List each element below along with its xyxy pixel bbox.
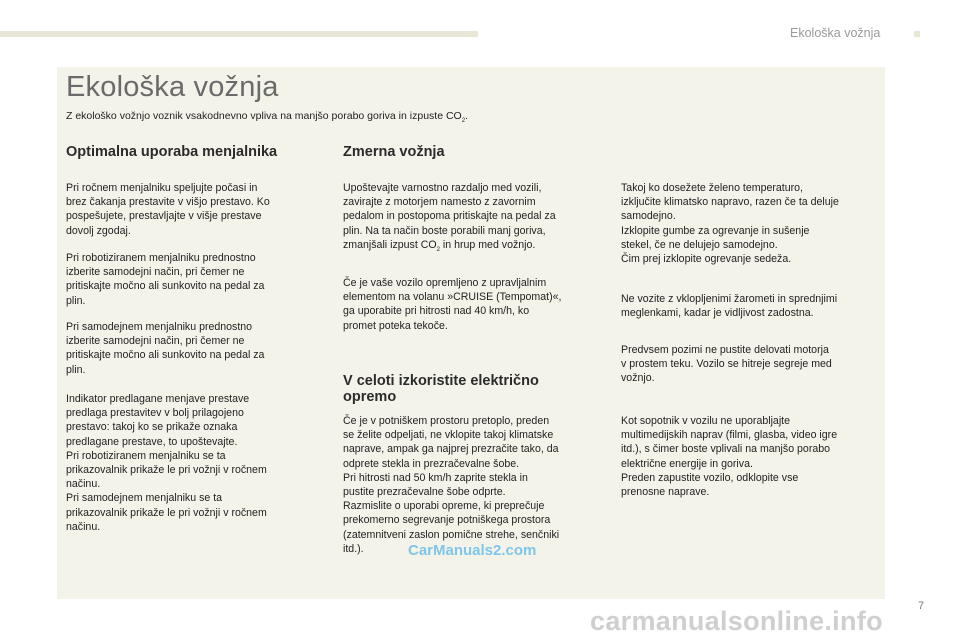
moderate-paragraph-cruise: Če je vaše vozilo opremljeno z upravljalnim elementom na volanu »CRUISE (Tempomat)«, ga uporabite pri hitrosti nad 40 km/h, ko promet poteka tekoče. xyxy=(343,277,562,332)
page-number: 7 xyxy=(918,600,925,612)
header-marker xyxy=(914,31,920,37)
equipment-paragraph: Če je v potniškem prostoru pretoplo, preden se želite odpeljati, ne vklopite takoj klimatske naprave, ampak ga najprej prezračite tako, da odprete stekla in prezračevalne šobe. Pri hitrosti nad 50 km/h zaprite stekla in pustite prezračevalne šobe odprte. Razmislite o uporabi opreme, ki preprečuje prekomerno segrevanje potniškega prostora (zatemnitveni zaslon pomične strehe, senčniki itd.). xyxy=(343,415,560,555)
intro-text: Z ekološko vožnjo voznik vsakodnevno vpliva na manjšo porabo goriva in izpuste $CO_2$. xyxy=(66,110,468,125)
watermark-carmanualsonline[interactable]: carmanualsonline.info xyxy=(590,606,883,636)
gearbox-paragraph-automatic: Pri samodejnem menjalniku prednostno izberite samodejni način, pri čemer ne pritiskajte močno ali sunkovito na pedal za plin. xyxy=(66,321,265,376)
watermark-carmanuals2[interactable]: CarManuals2.com xyxy=(408,542,537,559)
heading-moderate-driving: Zmerna vožnja xyxy=(343,144,445,160)
heading-gearbox: Optimalna uporaba menjalnika xyxy=(66,144,278,160)
gearbox-paragraph-indicator: Indikator predlagane menjave prestave predlaga prestavitev v bolj prilagojeno prestavo: takoj ko se prikaže oznaka predlagane prestave, to upoštevajte. Pri robotiziranem menjalniku se ta prikazovalnik prikaže le pri vožnji v ročnem načinu. Pri samodejnem menjalniku se ta prikazovalnik prikaže le pri vožnji v ročnem načinu. xyxy=(66,393,267,533)
heading-electrical-equipment: V celoti izkoristite električno opremo xyxy=(343,373,539,405)
moderate-paragraph-distance: Upoštevajte varnostno razdaljo med vozili, zavirajte z motorjem namesto z zavornim pedalom in postopoma pritiskajte na pedal za plin. Na ta način boste porabili manj goriva, zmanjšali izpust $CO_2$ in hrup med vožnjo. xyxy=(343,182,556,253)
right-paragraph-multimedia: Kot sopotnik v vozilu ne uporabljajte multimedijskih naprav (filmi, glasba, video igre itd.), s čimer boste vplivali na manjšo porabo električne energije in goriva. Preden zapustite vozilo, odklopite vse prenosne naprave. xyxy=(621,415,838,499)
right-paragraph-idle: Predvsem pozimi ne pustite delovati motorja v prostem teku. Vozilo se hitreje segreje med vožnjo. xyxy=(621,344,832,385)
right-paragraph-temperature: Takoj ko dosežete želeno temperaturo, izključite klimatsko napravo, razen če ta deluje samodejno. Izklopite gumbe za ogrevanje in sušenje stekel, če ne delujejo samodejno. Čim prej izklopite ogrevanje sedeža. xyxy=(621,182,839,266)
right-paragraph-lights: Ne vozite z vklopljenimi žarometi in sprednjimi meglenkami, kadar je vidljivost zadostna. xyxy=(621,293,838,320)
gearbox-paragraph-manual: Pri ročnem menjalniku speljujte počasi in brez čakanja prestavite v višjo prestavo. Ko pospešujete, prestavljajte v višje prestave dovolj zgodaj. xyxy=(66,182,270,237)
running-header-title: Ekološka vožnja xyxy=(790,26,881,40)
page-title: Ekološka vožnja xyxy=(66,71,279,103)
gearbox-paragraph-robotized: Pri robotiziranem menjalniku prednostno izberite samodejni način, pri čemer ne pritiskajte močno ali sunkovito na pedal za plin. xyxy=(66,252,265,307)
header-rule xyxy=(0,31,478,37)
